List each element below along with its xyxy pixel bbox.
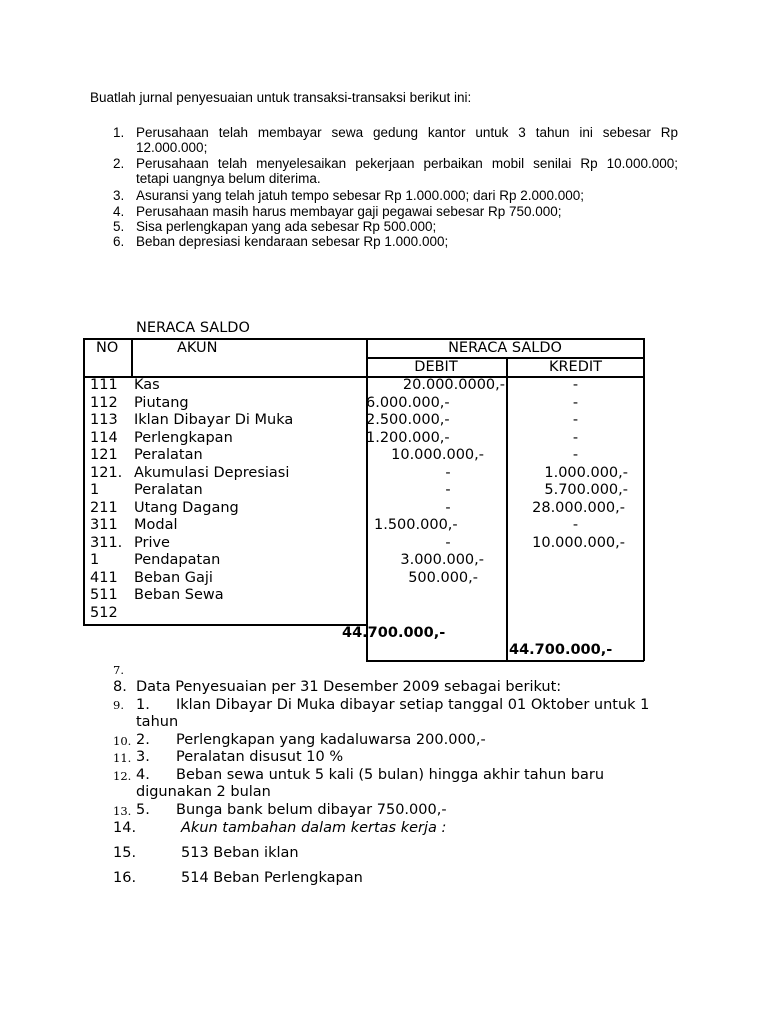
table-cell-debit: - — [445, 482, 451, 498]
header-neraca-saldo: NERACA SALDO — [448, 340, 562, 356]
table-cell-debit: - — [445, 464, 451, 481]
list-item-number: 1. — [113, 125, 125, 140]
table-cell-akun: Peralatan — [134, 482, 203, 498]
total-debit: 44.700.000,- — [342, 625, 446, 641]
list-item-number: 11. — [113, 751, 132, 765]
table-cell-no: 311. — [90, 534, 123, 551]
table-body-bottom — [83, 624, 366, 626]
list-item-subnumber: 5. — [136, 802, 150, 818]
table-cell-debit: 500.000,- — [408, 569, 478, 586]
table-cell-debit: 3.000.000,- — [400, 552, 484, 568]
table-cell-akun: Utang Dagang — [134, 499, 239, 516]
table-cell-no: 111 — [90, 377, 118, 393]
table-cell-debit: 6.000.000,- — [366, 394, 450, 411]
table-cell-no: 211 — [90, 499, 118, 516]
header-no: NO — [96, 340, 119, 356]
table-cell-akun: Peralatan — [134, 447, 203, 463]
table-cell-akun: Beban Gaji — [134, 569, 213, 586]
table-cell-kredit: - — [572, 429, 579, 446]
list-item-number: 16. — [113, 870, 137, 886]
table-cell-akun: Akumulasi Depresiasi — [134, 464, 290, 481]
list-item-number: 14. — [113, 820, 137, 836]
table-cell-akun: Prive — [134, 534, 170, 551]
table-cell-akun: Piutang — [134, 394, 189, 411]
table-title: NERACA SALDO — [136, 320, 250, 336]
table-cell-akun: Pendapatan — [134, 552, 221, 568]
header-debit: DEBIT — [414, 359, 458, 375]
list-item-text: Data Penyesuaian per 31 Desember 2009 sebagai berikut: — [136, 679, 562, 695]
list-item-text: Iklan Dibayar Di Muka dibayar setiap tanggal 01 Oktober untuk 1 — [176, 697, 650, 713]
table-cell-kredit: - — [572, 517, 579, 533]
list-item-subnumber: 2. — [136, 732, 150, 748]
table-cell-kredit: - — [572, 377, 579, 393]
list-item-subnumber: 4. — [136, 767, 150, 783]
table-cell-no: 1 — [90, 552, 100, 568]
list-item-text: Akun tambahan dalam kertas kerja : — [181, 820, 447, 836]
table-cell-kredit: 10.000.000,- — [532, 534, 625, 551]
table-cell-no: 511 — [90, 587, 118, 603]
table-cell-no: 512 — [90, 605, 118, 621]
table-cell-kredit: 1.000.000,- — [544, 464, 628, 481]
list-item-number: 3. — [113, 188, 125, 203]
intro-text: Buatlah jurnal penyesuaian untuk transaksi-transaksi berikut ini: — [90, 90, 472, 105]
list-item-text: Sisa perlengkapan yang ada sebesar Rp 500.000; — [136, 219, 437, 234]
table-border-bottom — [366, 660, 644, 662]
table-cell-no: 121. — [90, 464, 123, 481]
table-cell-kredit: - — [572, 394, 579, 411]
table-cell-akun: Kas — [134, 377, 160, 393]
table-cell-akun: Perlengkapan — [134, 429, 233, 446]
table-cell-no: 113 — [90, 412, 118, 428]
table-cell-kredit: 28.000.000,- — [532, 499, 625, 516]
list-item-number: 13. — [113, 804, 132, 818]
header-kredit: KREDIT — [548, 359, 603, 375]
list-item-text: tahun — [136, 714, 179, 730]
list-item-text: Beban depresiasi kendaraan sebesar Rp 1.000.000; — [136, 234, 449, 249]
table-cell-debit: 20.000.0000,- — [402, 377, 505, 393]
table-cell-debit: - — [445, 499, 451, 516]
list-item-number: 7. — [113, 663, 124, 677]
table-cell-debit: 1.500.000,- — [374, 517, 458, 533]
list-item-subnumber: 3. — [136, 749, 150, 765]
table-cell-kredit: - — [572, 412, 579, 428]
list-item-text: tetapi uangnya belum diterima. — [136, 171, 321, 186]
list-item-subnumber: 1. — [136, 697, 150, 713]
list-item-text: 514 Beban Perlengkapan — [181, 870, 363, 886]
table-cell-no: 121 — [90, 447, 118, 463]
table-divider — [131, 338, 133, 377]
list-item-number: 5. — [113, 219, 125, 234]
table-cell-kredit: - — [572, 447, 579, 463]
list-item-number: 10. — [113, 734, 132, 748]
table-cell-akun: Iklan Dibayar Di Muka — [134, 412, 294, 428]
table-cell-no: 311 — [90, 517, 118, 533]
table-cell-no: 1 — [90, 482, 100, 498]
table-cell-akun: Beban Sewa — [134, 587, 224, 603]
table-cell-kredit: 5.700.000,- — [544, 482, 628, 498]
list-item-number: 4. — [113, 204, 125, 219]
list-item-text: Peralatan disusut 10 % — [176, 749, 344, 765]
list-item-text: Asuransi yang telah jatuh tempo sebesar Rp 1.000.000; dari Rp 2.000.000; — [136, 188, 585, 203]
list-item-text: 12.000.000; — [136, 140, 208, 155]
list-item-number: 15. — [113, 845, 137, 861]
table-cell-debit: 2.500.000,- — [366, 412, 450, 428]
header-akun: AKUN — [177, 340, 218, 356]
list-item-text: digunakan 2 bulan — [136, 784, 271, 800]
table-cell-debit: 10.000.000,- — [391, 447, 484, 463]
total-kredit: 44.700.000,- — [509, 642, 613, 658]
list-item-number: 2. — [113, 156, 125, 171]
list-item-text: Bunga bank belum dibayar 750.000,- — [176, 802, 447, 818]
list-item-text: Beban sewa untuk 5 kali (5 bulan) hingga akhir tahun baru — [176, 767, 605, 783]
list-item-text: Perusahaan telah menyelesaikan pekerjaan perbaikan mobil senilai Rp 10.000.000; — [136, 156, 678, 171]
list-item-text: Perusahaan masih harus membayar gaji pegawai sebesar Rp 750.000; — [136, 204, 562, 219]
list-item-number: 6. — [113, 234, 125, 249]
list-item-text: Perusahaan telah membayar sewa gedung kantor untuk 3 tahun ini sebesar Rp — [136, 125, 678, 140]
list-item-number: 12. — [113, 769, 132, 783]
table-cell-debit: - — [445, 534, 451, 551]
list-item-text: 513 Beban iklan — [181, 845, 299, 861]
list-item-number: 9. — [113, 698, 124, 712]
list-item-number: 8. — [113, 679, 127, 695]
table-cell-debit: 1.200.000,- — [366, 429, 450, 446]
table-cell-no: 411 — [90, 569, 118, 586]
table-cell-no: 114 — [90, 429, 118, 446]
table-cell-no: 112 — [90, 394, 118, 411]
table-border-left — [83, 338, 85, 625]
list-item-text: Perlengkapan yang kadaluwarsa 200.000,- — [176, 732, 486, 748]
table-cell-akun: Modal — [134, 517, 178, 533]
